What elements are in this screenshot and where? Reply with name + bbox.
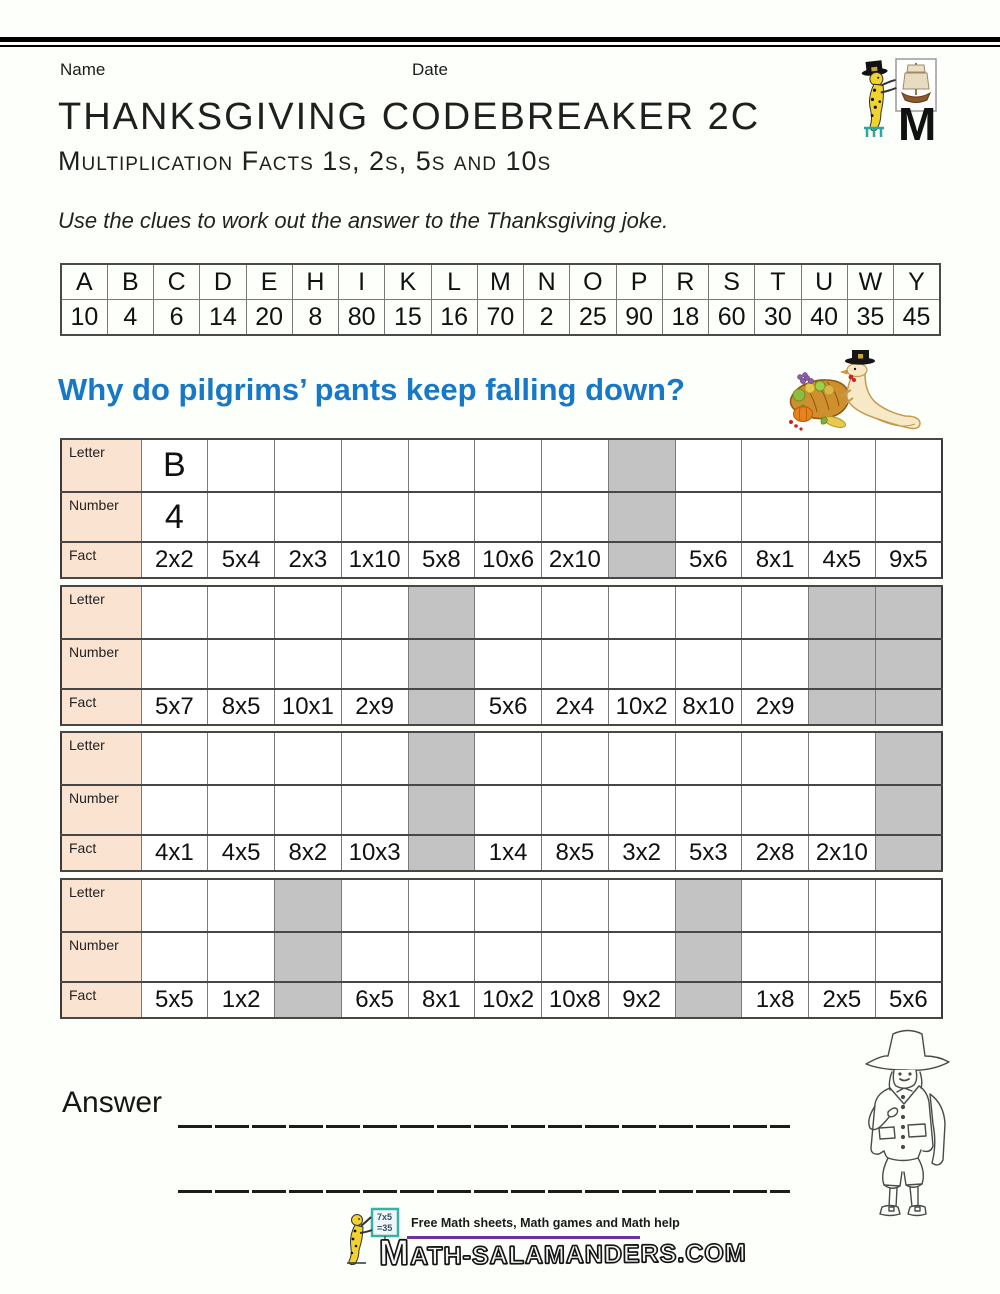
row-label-letter: Letter <box>61 586 141 639</box>
grid-cell-number <box>141 639 208 689</box>
grid-row-letter <box>61 439 942 492</box>
grid-row-number <box>61 932 942 982</box>
grid-row-fact <box>61 982 942 1018</box>
page-title: THANKSGIVING CODEBREAKER 2C <box>58 96 761 138</box>
grid-cell-number <box>542 932 609 982</box>
grid-cell-fact: 8x5 <box>208 689 275 725</box>
grid-cell-number <box>742 785 809 835</box>
code-letter-cell: S <box>709 264 755 300</box>
code-number-cell: 25 <box>570 300 616 336</box>
shaded-cell <box>875 732 942 785</box>
grid-cell-letter <box>542 439 609 492</box>
grid-cell-letter <box>208 879 275 932</box>
grid-cell-letter <box>408 879 475 932</box>
code-letter-cell: O <box>570 264 616 300</box>
grid-cell-fact: 10x6 <box>475 542 542 578</box>
name-label: Name <box>60 60 106 79</box>
grid-cell-fact: 6x5 <box>341 982 408 1018</box>
grid-cell-letter <box>141 879 208 932</box>
grid-cell-number <box>608 639 675 689</box>
grid-cell-number <box>208 639 275 689</box>
code-number-cell: 8 <box>292 300 338 336</box>
turkey-cornucopia-illustration <box>783 350 923 435</box>
code-letter-cell: U <box>801 264 847 300</box>
code-letter-cell: L <box>431 264 477 300</box>
shaded-cell <box>275 879 342 932</box>
grid-cell-letter <box>341 879 408 932</box>
grid-cell-letter <box>608 879 675 932</box>
grid-cell-number <box>675 492 742 542</box>
grid-cell-letter <box>208 732 275 785</box>
grid-cell-number <box>408 492 475 542</box>
shaded-cell <box>408 732 475 785</box>
code-number-cell: 20 <box>246 300 292 336</box>
grid-cell-fact: 8x2 <box>275 835 342 871</box>
grid-cell-number <box>341 639 408 689</box>
row-label-number: Number <box>61 492 141 542</box>
code-number-cell: 6 <box>154 300 200 336</box>
row-label-number: Number <box>61 932 141 982</box>
grid-cell-letter <box>809 732 876 785</box>
code-letter-cell: W <box>847 264 893 300</box>
row-label-letter: Letter <box>61 439 141 492</box>
grid-cell-number <box>875 932 942 982</box>
code-letter-cell: T <box>755 264 801 300</box>
grid-cell-number <box>809 492 876 542</box>
grid-cell-fact: 1x8 <box>742 982 809 1018</box>
grid-cell-letter <box>475 586 542 639</box>
grid-cell-number <box>475 932 542 982</box>
row-label-letter: Letter <box>61 879 141 932</box>
code-number-cell: 45 <box>894 300 941 336</box>
grid-cell-fact: 1x4 <box>475 835 542 871</box>
grid-cell-fact: 5x7 <box>141 689 208 725</box>
code-letter-cell: C <box>154 264 200 300</box>
code-letter-cell: H <box>292 264 338 300</box>
board-fact-line1: 7x5 <box>377 1212 393 1222</box>
shaded-cell <box>809 586 876 639</box>
grid-cell-number <box>742 639 809 689</box>
code-table-row-letters <box>61 264 940 300</box>
grid-cell-fact: 10x1 <box>275 689 342 725</box>
grid-cell-letter <box>208 439 275 492</box>
board-fact-line2: =35 <box>377 1223 393 1233</box>
grid-cell-fact: 8x5 <box>542 835 609 871</box>
top-rule-thick <box>0 37 1000 42</box>
grid-cell-letter <box>608 586 675 639</box>
code-number-cell: 60 <box>709 300 755 336</box>
row-label-fact: Fact <box>61 835 141 871</box>
grid-cell-number <box>208 932 275 982</box>
grid-cell-number <box>275 492 342 542</box>
shaded-cell <box>875 835 942 871</box>
grid-cell-letter: B <box>141 439 208 492</box>
grid-cell-fact: 2x10 <box>809 835 876 871</box>
grid-cell-number <box>408 932 475 982</box>
grid-cell-number <box>809 932 876 982</box>
code-number-cell: 4 <box>107 300 153 336</box>
grid-cell-fact: 8x10 <box>675 689 742 725</box>
grid-cell-number <box>608 785 675 835</box>
grid-cell-fact: 1x2 <box>208 982 275 1018</box>
grid-cell-letter <box>675 586 742 639</box>
footer-tagline: Free Math sheets, Math games and Math help <box>411 1216 680 1230</box>
grid-cell-letter <box>475 879 542 932</box>
grid-row-letter <box>61 732 942 785</box>
date-label: Date <box>412 60 448 79</box>
grid-cell-fact: 2x9 <box>742 689 809 725</box>
code-letter-cell: K <box>385 264 431 300</box>
grid-cell-number: 4 <box>141 492 208 542</box>
code-letter-cell: Y <box>894 264 941 300</box>
grid-cell-fact: 2x5 <box>809 982 876 1018</box>
grid-row-fact <box>61 835 942 871</box>
code-number-cell: 10 <box>61 300 107 336</box>
row-label-fact: Fact <box>61 542 141 578</box>
grid-cell-letter <box>742 879 809 932</box>
shaded-cell <box>809 689 876 725</box>
grid-cell-letter <box>542 879 609 932</box>
footer-wordmark <box>379 1228 747 1274</box>
shaded-cell <box>875 689 942 725</box>
grid-cell-fact: 4x1 <box>141 835 208 871</box>
grid-cell-letter <box>542 586 609 639</box>
grid-cell-letter <box>742 732 809 785</box>
code-number-cell: 35 <box>847 300 893 336</box>
grid-cell-letter <box>875 879 942 932</box>
grid-cell-letter <box>475 732 542 785</box>
code-number-cell: 15 <box>385 300 431 336</box>
pilgrim-man-illustration <box>848 1022 976 1222</box>
grid-cell-fact: 8x1 <box>742 542 809 578</box>
row-label-fact: Fact <box>61 689 141 725</box>
grid-cell-letter <box>608 732 675 785</box>
grid-cell-number <box>675 639 742 689</box>
code-letter-cell: M <box>477 264 523 300</box>
code-letter-cell: N <box>524 264 570 300</box>
grid-cell-fact: 5x6 <box>475 689 542 725</box>
grid-cell-number <box>141 785 208 835</box>
salamander-pilgrim-logo-icon <box>858 55 942 145</box>
grid-cell-letter <box>809 439 876 492</box>
code-number-cell: 2 <box>524 300 570 336</box>
grid-cell-letter <box>809 879 876 932</box>
grid-cell-letter <box>475 439 542 492</box>
code-letter-cell: R <box>662 264 708 300</box>
answer-line-2 <box>178 1190 790 1193</box>
code-number-cell: 16 <box>431 300 477 336</box>
shaded-cell <box>408 689 475 725</box>
row-label-fact: Fact <box>61 982 141 1018</box>
grid-cell-fact: 2x10 <box>542 542 609 578</box>
grid-cell-fact: 5x6 <box>875 982 942 1018</box>
shaded-cell <box>809 639 876 689</box>
grid-cell-letter <box>341 586 408 639</box>
grid-cell-number <box>675 785 742 835</box>
answer-label: Answer <box>62 1086 163 1119</box>
top-rule-thin <box>0 45 1000 47</box>
code-letter-cell: D <box>200 264 246 300</box>
grid-cell-fact: 4x5 <box>208 835 275 871</box>
shaded-cell <box>675 932 742 982</box>
grid-cell-number <box>542 785 609 835</box>
grid-row-letter <box>61 879 942 932</box>
grid-cell-number <box>275 785 342 835</box>
grid-cell-letter <box>742 439 809 492</box>
grid-cell-letter <box>141 586 208 639</box>
shaded-cell <box>875 785 942 835</box>
shaded-cell <box>675 982 742 1018</box>
code-letter-cell: E <box>246 264 292 300</box>
grid-cell-number <box>742 932 809 982</box>
grid-cell-letter <box>208 586 275 639</box>
grid-cell-fact: 2x8 <box>742 835 809 871</box>
grid-cell-fact: 3x2 <box>608 835 675 871</box>
grid-cell-fact: 1x10 <box>341 542 408 578</box>
grid-row-number <box>61 785 942 835</box>
grid-row-fact <box>61 542 942 578</box>
grid-cell-letter <box>675 732 742 785</box>
grid-cell-letter <box>875 439 942 492</box>
code-table <box>60 263 941 336</box>
grid-cell-fact: 2x2 <box>141 542 208 578</box>
grid-row-fact <box>61 689 942 725</box>
footer-wordmark-rest: ATH-SALAMANDERS.COM <box>409 1239 747 1271</box>
grid-cell-number <box>809 785 876 835</box>
grid-cell-fact: 5x3 <box>675 835 742 871</box>
grid-cell-fact: 5x8 <box>408 542 475 578</box>
grid-cell-number <box>542 639 609 689</box>
joke-question: Why do pilgrims’ pants keep falling down? <box>58 372 685 407</box>
answer-line-1 <box>178 1125 790 1128</box>
grid-cell-letter <box>275 732 342 785</box>
answer-grid-2 <box>60 585 943 726</box>
grid-row-number <box>61 492 942 542</box>
grid-cell-fact: 5x5 <box>141 982 208 1018</box>
row-label-number: Number <box>61 639 141 689</box>
grid-cell-fact: 4x5 <box>809 542 876 578</box>
grid-cell-letter <box>341 732 408 785</box>
grid-cell-letter <box>275 439 342 492</box>
grid-cell-fact: 10x8 <box>542 982 609 1018</box>
grid-cell-fact: 5x6 <box>675 542 742 578</box>
code-number-cell: 40 <box>801 300 847 336</box>
grid-cell-number <box>275 639 342 689</box>
page-subtitle: Multiplication Facts 1s, 2s, 5s and 10s <box>58 146 552 176</box>
code-number-cell: 70 <box>477 300 523 336</box>
grid-cell-number <box>208 492 275 542</box>
code-number-cell: 90 <box>616 300 662 336</box>
grid-cell-fact: 5x4 <box>208 542 275 578</box>
code-table-row-numbers <box>61 300 940 336</box>
shaded-cell <box>408 785 475 835</box>
grid-cell-letter <box>275 586 342 639</box>
grid-cell-number <box>341 932 408 982</box>
shaded-cell <box>408 835 475 871</box>
shaded-cell <box>275 982 342 1018</box>
grid-cell-letter <box>341 439 408 492</box>
grid-cell-number <box>475 492 542 542</box>
shaded-cell <box>608 492 675 542</box>
grid-cell-number <box>875 492 942 542</box>
grid-cell-letter <box>408 439 475 492</box>
shaded-cell <box>875 586 942 639</box>
row-label-number: Number <box>61 785 141 835</box>
shaded-cell <box>408 639 475 689</box>
footer-wordmark-initial: M <box>378 1231 411 1273</box>
grid-cell-number <box>141 932 208 982</box>
grid-cell-letter <box>542 732 609 785</box>
grid-cell-number <box>608 932 675 982</box>
grid-cell-fact: 2x3 <box>275 542 342 578</box>
grid-cell-fact: 10x3 <box>341 835 408 871</box>
grid-cell-number <box>742 492 809 542</box>
code-number-cell: 18 <box>662 300 708 336</box>
code-letter-cell: B <box>107 264 153 300</box>
grid-cell-fact: 9x5 <box>875 542 942 578</box>
answer-grid-4 <box>60 878 943 1019</box>
grid-cell-number <box>542 492 609 542</box>
grid-cell-fact: 9x2 <box>608 982 675 1018</box>
instruction-text: Use the clues to work out the answer to the Thanksgiving joke. <box>58 208 669 233</box>
shaded-cell <box>608 542 675 578</box>
shaded-cell <box>675 879 742 932</box>
grid-cell-letter <box>742 586 809 639</box>
shaded-cell <box>608 439 675 492</box>
code-letter-cell: P <box>616 264 662 300</box>
code-number-cell: 80 <box>339 300 385 336</box>
shaded-cell <box>875 639 942 689</box>
answer-grid-3 <box>60 731 943 872</box>
grid-row-number <box>61 639 942 689</box>
brand-monogram: M <box>898 98 937 145</box>
code-number-cell: 14 <box>200 300 246 336</box>
grid-cell-number <box>475 785 542 835</box>
shaded-cell <box>408 586 475 639</box>
grid-cell-letter <box>141 732 208 785</box>
code-number-cell: 30 <box>755 300 801 336</box>
grid-cell-number <box>208 785 275 835</box>
grid-cell-fact: 10x2 <box>475 982 542 1018</box>
grid-cell-fact: 2x9 <box>341 689 408 725</box>
grid-cell-fact: 2x4 <box>542 689 609 725</box>
grid-row-letter <box>61 586 942 639</box>
code-letter-cell: A <box>61 264 107 300</box>
grid-cell-fact: 8x1 <box>408 982 475 1018</box>
grid-cell-number <box>475 639 542 689</box>
grid-cell-letter <box>675 439 742 492</box>
grid-cell-fact: 10x2 <box>608 689 675 725</box>
shaded-cell <box>275 932 342 982</box>
grid-cell-number <box>341 785 408 835</box>
code-letter-cell: I <box>339 264 385 300</box>
row-label-letter: Letter <box>61 732 141 785</box>
answer-grid-1 <box>60 438 943 579</box>
grid-cell-number <box>341 492 408 542</box>
